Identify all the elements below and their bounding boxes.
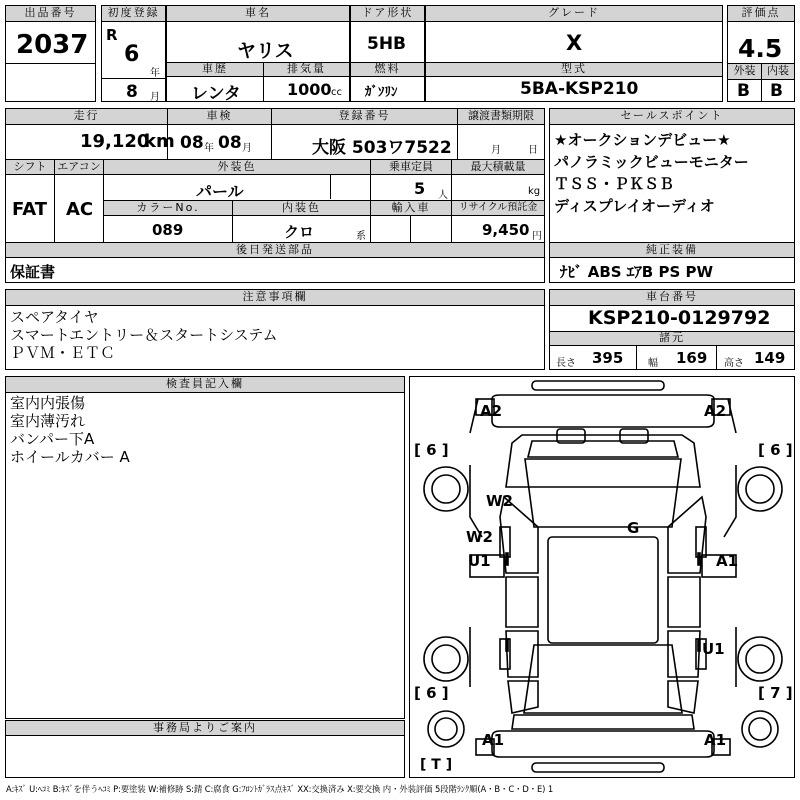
inspector-label: 検査員記入欄 bbox=[6, 377, 404, 393]
shift: FAT bbox=[12, 199, 48, 220]
interior-color: クロ bbox=[284, 223, 315, 241]
door-label: ドア形状 bbox=[351, 6, 424, 22]
inspection-month: 08 bbox=[218, 133, 242, 153]
sales-point: パノラミックビューモニター bbox=[554, 153, 749, 171]
model-label: 型式 bbox=[426, 63, 722, 77]
tire-rear-right: [ 7 ] bbox=[758, 684, 793, 702]
capacity-unit: 人 bbox=[438, 190, 448, 201]
color-no-label: カラーNo. bbox=[104, 201, 232, 216]
sales-points-label: セールスポイント bbox=[550, 109, 794, 125]
exterior-color: パール bbox=[196, 182, 244, 201]
later-parts-label: 後日発送部品 bbox=[6, 243, 544, 258]
note-item: スペアタイヤ bbox=[10, 308, 99, 326]
exterior-score: B bbox=[737, 81, 750, 101]
interior-color-unit: 系 bbox=[356, 231, 366, 242]
legend: A:ｷｽﾞ U:ﾍｺﾐ B:ｷｽﾞを伴うﾍｺﾐ P:要塗装 W:補修跡 S:錆 C:腐食 G:ﾌﾛﾝﾄｶﾞﾗｽ点ｷｽﾞ XX:交換済み X:要交換 内・外装評価 5段階ﾗﾝｸ順(A・B・C・D・E) 1 bbox=[6, 784, 554, 794]
car-name: ヤリス bbox=[237, 40, 294, 62]
recycle-fee: 9,450 bbox=[482, 221, 530, 239]
mileage: 19,120 bbox=[80, 131, 150, 152]
lot-number-box bbox=[5, 5, 96, 102]
shift-label: シフト bbox=[6, 160, 54, 175]
load-label: 最大積載量 bbox=[452, 160, 544, 175]
year-unit: 年 bbox=[150, 68, 160, 79]
chassis-number: KSP210-0129792 bbox=[588, 307, 771, 329]
month-unit: 月 bbox=[150, 92, 160, 103]
first-registration-label: 初度登録 bbox=[102, 6, 165, 22]
inspection-label: 車検 bbox=[168, 109, 271, 125]
lot-number-label: 出品番号 bbox=[6, 6, 95, 22]
mark-a1-right: A1 bbox=[716, 552, 739, 570]
equipment: ﾅﾋﾞ ABS ｴｱB PS PW bbox=[560, 263, 714, 281]
era: R bbox=[106, 26, 118, 44]
reg-year: 6 bbox=[124, 42, 140, 67]
interior-label: 内装 bbox=[762, 64, 794, 80]
history: レンタ bbox=[191, 84, 241, 104]
grade-box bbox=[425, 5, 723, 63]
displacement-label: 排気量 bbox=[264, 63, 349, 77]
inspector-item: 室内薄汚れ bbox=[10, 412, 86, 430]
notes-label: 注意事項欄 bbox=[6, 290, 544, 306]
inspector-item: ホイールカバー A bbox=[10, 448, 130, 466]
inspection-year-unit: 年 bbox=[204, 143, 214, 154]
notes-box bbox=[5, 289, 545, 370]
chassis-label: 車台番号 bbox=[550, 290, 794, 306]
displacement: 1000 bbox=[287, 80, 332, 99]
mileage-label: 走行 bbox=[6, 109, 167, 125]
capacity: 5 bbox=[414, 179, 426, 198]
first-registration-box bbox=[101, 5, 166, 102]
import-label: 輸入車 bbox=[371, 201, 451, 216]
mark-a1-bottom-left: A1 bbox=[482, 731, 505, 749]
inspector-item: 室内内張傷 bbox=[10, 394, 86, 412]
sales-point: ★オークションデビュー★ bbox=[554, 131, 731, 149]
tire-rear-left: [ 6 ] bbox=[414, 684, 449, 702]
registration-number: 大阪 503ワ7522 bbox=[312, 138, 452, 158]
length-label: 長さ bbox=[556, 358, 576, 369]
reg-month: 8 bbox=[126, 82, 138, 102]
sales-points-box bbox=[549, 108, 795, 283]
spare-tire-mark: [ T ] bbox=[420, 757, 453, 773]
length: 395 bbox=[592, 349, 624, 367]
mileage-unit: km bbox=[144, 131, 175, 152]
history-label: 車歴 bbox=[167, 63, 263, 77]
inspector-item: バンパー下A bbox=[10, 430, 95, 448]
recycle-label: リサイクル預託金 bbox=[452, 201, 544, 216]
grade-label: グレード bbox=[426, 6, 722, 22]
mark-a2-right: A2 bbox=[704, 402, 727, 420]
inspector-box bbox=[5, 376, 405, 719]
car-diagram-svg bbox=[410, 377, 794, 777]
fuel-label: 燃料 bbox=[351, 63, 424, 77]
interior-color-label: 内装色 bbox=[233, 201, 370, 216]
later-parts: 保証書 bbox=[10, 263, 56, 281]
score-label: 評価点 bbox=[728, 6, 794, 22]
mark-w2-lower: W2 bbox=[466, 528, 493, 546]
model: 5BA-KSP210 bbox=[520, 79, 639, 99]
exterior-label: 外装 bbox=[728, 64, 761, 80]
height: 149 bbox=[754, 349, 786, 367]
inspector-list bbox=[10, 394, 130, 466]
lot-number: 2037 bbox=[16, 30, 89, 60]
tire-front-left: [ 6 ] bbox=[414, 441, 449, 459]
vehicle-details-box bbox=[5, 108, 545, 283]
transfer-day-unit: 日 bbox=[528, 145, 538, 156]
mark-a1-bottom-right: A1 bbox=[704, 731, 727, 749]
width: 169 bbox=[676, 349, 708, 367]
note-item: ＰＶＭ・ＥＴＣ bbox=[10, 344, 116, 362]
fuel-box bbox=[350, 62, 425, 102]
interior-score: B bbox=[770, 81, 783, 101]
mark-g: G bbox=[627, 519, 640, 537]
inspection-month-unit: 月 bbox=[242, 143, 252, 154]
reg-no-label: 登録番号 bbox=[272, 109, 457, 125]
mark-u1-right: U1 bbox=[702, 640, 725, 658]
door-type: 5HB bbox=[367, 34, 407, 54]
inspection-year: 08 bbox=[180, 133, 204, 153]
grade: X bbox=[566, 31, 583, 55]
mark-u1-left: U1 bbox=[468, 552, 491, 570]
mark-w2-upper: W2 bbox=[486, 492, 513, 510]
fuel: ｶﾞｿﾘﾝ bbox=[365, 85, 398, 100]
model-box bbox=[425, 62, 723, 102]
color-label: 外装色 bbox=[104, 160, 370, 175]
capacity-label: 乗車定員 bbox=[371, 160, 451, 175]
office-label: 事務局よりご案内 bbox=[6, 721, 404, 736]
chassis-box bbox=[549, 289, 795, 370]
displacement-unit: cc bbox=[331, 87, 342, 98]
ac-label: エアコン bbox=[55, 160, 103, 175]
height-label: 高さ bbox=[724, 358, 744, 369]
tire-front-right: [ 6 ] bbox=[758, 441, 793, 459]
load-unit: kg bbox=[528, 186, 541, 197]
sales-point: ディスプレイオーディオ bbox=[554, 197, 715, 215]
damage-diagram bbox=[409, 376, 795, 778]
score-box bbox=[727, 5, 795, 102]
transfer-month-unit: 月 bbox=[491, 145, 501, 156]
car-name-label: 車名 bbox=[167, 6, 349, 22]
door-box bbox=[350, 5, 425, 63]
ac: AC bbox=[66, 199, 94, 220]
dimensions-label: 諸元 bbox=[550, 332, 794, 346]
recycle-unit: 円 bbox=[532, 231, 542, 242]
width-label: 幅 bbox=[648, 358, 658, 369]
history-box bbox=[166, 62, 350, 102]
sales-points-list bbox=[554, 129, 749, 217]
office-box bbox=[5, 720, 405, 778]
equipment-label: 純正装備 bbox=[550, 243, 794, 258]
note-item: スマートエントリー＆スタートシステム bbox=[10, 326, 278, 344]
sales-point: ＴＳＳ・ＰＫＳＢ bbox=[554, 175, 675, 193]
notes-list bbox=[10, 308, 278, 362]
mark-a2-left: A2 bbox=[480, 402, 503, 420]
color-number: 089 bbox=[152, 221, 184, 239]
transfer-label: 譲渡書類期限 bbox=[458, 109, 544, 125]
score: 4.5 bbox=[738, 34, 783, 63]
